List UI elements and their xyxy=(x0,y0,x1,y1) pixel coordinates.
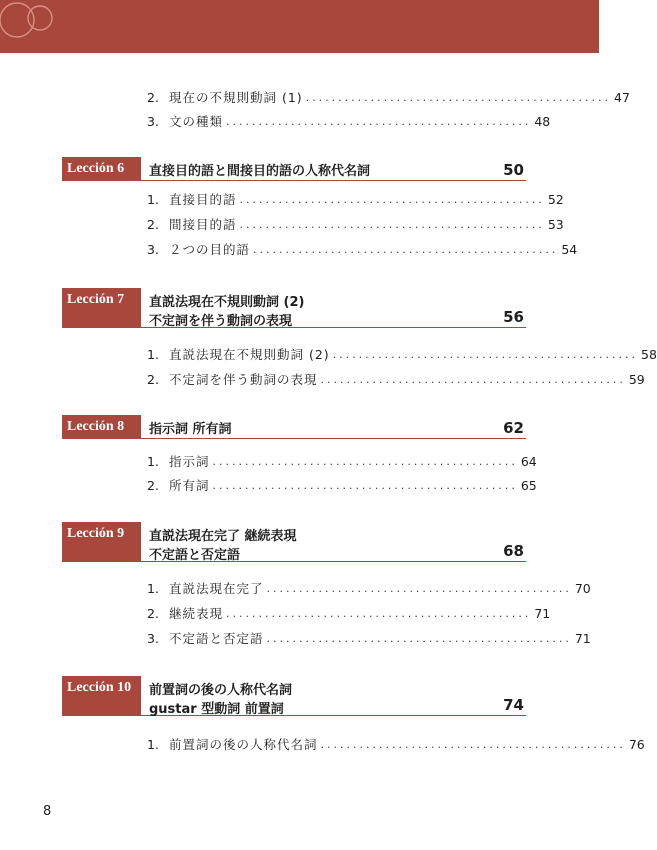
entry-number: 3. xyxy=(147,114,159,129)
lesson-page: 50 xyxy=(503,161,524,179)
dot-leader: ............................................... xyxy=(212,455,518,468)
lesson-heading[interactable] xyxy=(62,157,526,181)
entry-number: 2. xyxy=(147,372,159,387)
lesson-title: 直接目的語と間接目的語の人称代名詞 xyxy=(149,164,371,179)
entry-title: 文の種類 xyxy=(169,114,224,129)
entry-number: 1. xyxy=(147,454,159,469)
dot-leader: ............................................... xyxy=(320,373,626,386)
lesson-heading[interactable] xyxy=(62,522,526,562)
lesson-rule xyxy=(141,438,526,439)
dot-leader: ............................................... xyxy=(266,582,572,595)
entry-page: 52 xyxy=(547,192,564,207)
lesson-heading[interactable] xyxy=(62,415,526,439)
lesson-label: Lección 6 xyxy=(62,157,141,181)
lesson-title: 指示詞 所有詞 xyxy=(149,422,232,437)
dot-leader: ............................................... xyxy=(226,607,532,620)
dot-leader: ............................................... xyxy=(266,632,572,645)
toc-entry[interactable] xyxy=(147,346,657,364)
entry-page: 76 xyxy=(628,737,645,752)
entry-number: 2. xyxy=(147,478,159,493)
entry-number: 3. xyxy=(147,242,159,257)
lesson-page: 62 xyxy=(503,419,524,437)
entry-title: 直説法現在完了 xyxy=(169,581,264,596)
entry-title: 間接目的語 xyxy=(169,217,237,232)
dot-leader: ............................................... xyxy=(226,115,532,128)
lesson-title: 直説法現在不規則動詞 (2) xyxy=(149,295,305,310)
lesson-heading[interactable] xyxy=(62,288,526,328)
entry-number: 1. xyxy=(147,192,159,207)
entry-number: 1. xyxy=(147,347,159,362)
entry-title: 不定詞を伴う動詞の表現 xyxy=(169,372,318,387)
lesson-page: 56 xyxy=(503,308,524,326)
entry-title: 直説法現在不規則動詞 (2) xyxy=(169,347,330,362)
toc-entry[interactable] xyxy=(147,580,591,598)
lesson-title: 直説法現在完了 継続表現 xyxy=(149,529,297,544)
entry-title: 所有詞 xyxy=(169,478,210,493)
lesson-page: 74 xyxy=(503,696,524,714)
entry-page: 47 xyxy=(614,90,630,105)
entry-title: 前置詞の後の人称代名詞 xyxy=(169,737,318,752)
toc-entry[interactable] xyxy=(147,630,591,648)
entry-title: 直接目的語 xyxy=(169,192,237,207)
lesson-rule xyxy=(141,180,526,181)
toc-entry[interactable] xyxy=(147,216,564,234)
lesson-page: 68 xyxy=(503,542,524,560)
dot-leader: ............................................... xyxy=(212,479,518,492)
entry-number: 2. xyxy=(147,217,159,232)
toc-entry[interactable] xyxy=(147,113,551,131)
lesson-subtitle: 不定語と否定語 xyxy=(149,548,241,563)
entry-number: 2. xyxy=(147,606,159,621)
entry-page: 64 xyxy=(520,454,537,469)
lesson-subtitle: gustar 型動詞 前置詞 xyxy=(149,702,284,717)
page-number: 8 xyxy=(43,804,52,819)
entry-title: 指示詞 xyxy=(169,454,210,469)
entry-number: 1. xyxy=(147,581,159,596)
dot-leader: ............................................... xyxy=(239,218,545,231)
entry-title: 継続表現 xyxy=(169,606,224,621)
entry-title: 不定語と否定語 xyxy=(169,631,264,646)
entry-page: 58 xyxy=(641,347,657,362)
entry-page: 70 xyxy=(574,581,591,596)
lesson-label: Lección 10 xyxy=(62,676,141,716)
lesson-label: Lección 8 xyxy=(62,415,141,439)
entry-number: 2. xyxy=(147,90,159,105)
dot-leader: ............................................... xyxy=(239,193,545,206)
entry-page: 53 xyxy=(547,217,564,232)
entry-page: 48 xyxy=(534,114,551,129)
entry-number: 1. xyxy=(147,737,159,752)
dot-leader: ............................................... xyxy=(305,91,612,104)
entry-title: ２つの目的語 xyxy=(169,242,251,257)
lesson-label: Lección 9 xyxy=(62,522,141,562)
toc-entry[interactable] xyxy=(147,605,551,623)
header-band xyxy=(0,0,599,53)
entry-page: 71 xyxy=(534,606,551,621)
lesson-subtitle: 不定詞を伴う動詞の表現 xyxy=(149,314,293,329)
dot-leader: ............................................... xyxy=(320,738,626,751)
toc-entry[interactable] xyxy=(147,241,578,259)
entry-title: 現在の不規則動詞 (1) xyxy=(169,90,303,105)
toc-entry[interactable] xyxy=(147,477,537,495)
lesson-heading[interactable] xyxy=(62,676,526,716)
entry-page: 59 xyxy=(628,372,645,387)
entry-number: 3. xyxy=(147,631,159,646)
toc-entry[interactable] xyxy=(147,191,564,209)
circle-ornament-icon xyxy=(0,0,80,53)
toc-entry[interactable] xyxy=(147,89,630,107)
entry-page: 54 xyxy=(561,242,578,257)
entry-page: 65 xyxy=(520,478,537,493)
toc-entry[interactable] xyxy=(147,453,537,471)
dot-leader: ............................................... xyxy=(253,243,559,256)
dot-leader: ............................................... xyxy=(332,348,639,361)
toc-entry[interactable] xyxy=(147,736,645,754)
toc-entry[interactable] xyxy=(147,371,645,389)
lesson-title: 前置詞の後の人称代名詞 xyxy=(149,683,293,698)
entry-page: 71 xyxy=(574,631,591,646)
lesson-label: Lección 7 xyxy=(62,288,141,328)
